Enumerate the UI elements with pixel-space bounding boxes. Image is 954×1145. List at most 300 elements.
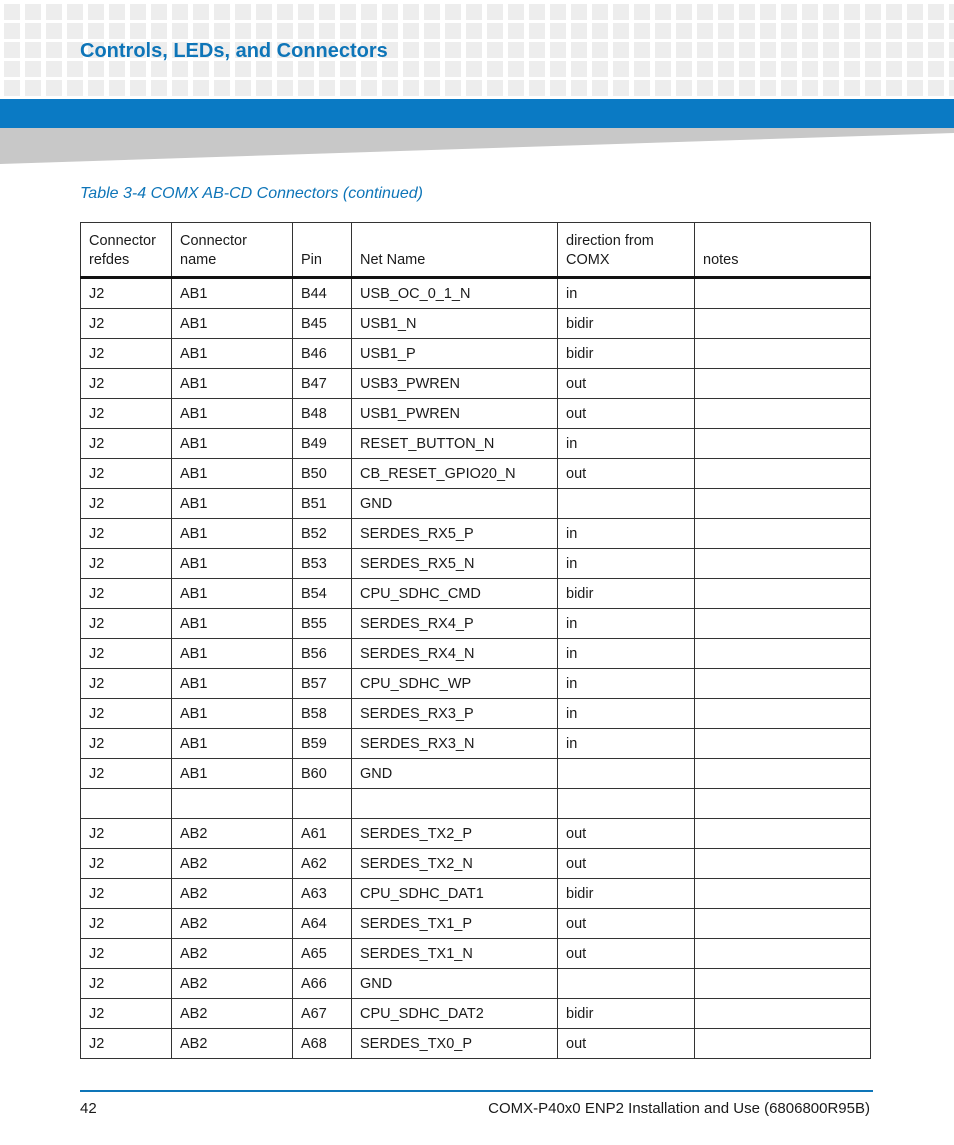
header-tile [739,4,755,20]
header-tile [25,23,41,39]
header-tile [25,61,41,77]
header-tile [634,23,650,39]
table-cell [695,579,871,609]
header-tile [697,42,713,58]
header-tile [151,61,167,77]
header-tile [718,42,734,58]
table-row [81,639,871,669]
header-tile [844,61,860,77]
table-cell: bidir [558,579,695,609]
table-cell: AB1 [172,729,293,759]
header-tile [361,80,377,96]
header-tile [403,80,419,96]
table-cell: RESET_BUTTON_N [352,429,558,459]
header-tile [571,42,587,58]
table-cell: AB1 [172,339,293,369]
table-cell: in [558,639,695,669]
table-cell: B49 [293,429,352,459]
header-tile [487,80,503,96]
table-cell [695,309,871,339]
table-cell: out [558,1029,695,1059]
table-cell: CPU_SDHC_WP [352,669,558,699]
table-row [81,399,871,429]
header-tile [130,4,146,20]
header-tile [466,42,482,58]
table-cell [695,489,871,519]
header-tile [550,61,566,77]
header-tile [865,42,881,58]
header-tile [634,61,650,77]
header-tile [760,23,776,39]
header-tile [172,4,188,20]
header-tile [697,4,713,20]
header-tile [886,80,902,96]
header-tile [886,42,902,58]
table-row [81,309,871,339]
header-tile [403,42,419,58]
table-cell: AB1 [172,609,293,639]
table-cell [695,909,871,939]
header-tile [802,61,818,77]
table-cell: B44 [293,278,352,309]
table-cell: AB2 [172,849,293,879]
table-cell: B46 [293,339,352,369]
table-cell: J2 [81,489,172,519]
table-row [81,759,871,789]
table-cell [695,339,871,369]
header-tile [592,80,608,96]
header-tile [424,80,440,96]
table-row [81,819,871,849]
header-tile [928,4,944,20]
table-cell: in [558,609,695,639]
header-tile [655,23,671,39]
header-tile [613,23,629,39]
header-tile [718,4,734,20]
table-cell: USB1_N [352,309,558,339]
table-cell: J2 [81,519,172,549]
header-tile [67,80,83,96]
table-cell: out [558,819,695,849]
header-tile [592,4,608,20]
table-row [81,339,871,369]
header-tile [298,4,314,20]
table-cell: out [558,909,695,939]
header-tile [4,80,20,96]
header-tile [886,4,902,20]
header-tile [4,61,20,77]
header-tile [256,4,272,20]
table-cell: J2 [81,579,172,609]
header-tile [256,80,272,96]
header-tile [697,61,713,77]
header-tile [907,61,923,77]
header-tile [718,61,734,77]
header-tile [928,61,944,77]
header-tile [4,4,20,20]
table-cell: bidir [558,309,695,339]
header-tile [781,23,797,39]
table-cell: out [558,939,695,969]
header-tile [781,61,797,77]
table-cell [558,969,695,999]
header-tile [340,80,356,96]
header-tile [634,4,650,20]
table-cell: B50 [293,459,352,489]
header-tile [928,23,944,39]
table-cell [172,789,293,819]
header-tile [298,23,314,39]
table-row [81,969,871,999]
table-cell: SERDES_RX5_P [352,519,558,549]
header-tile [277,61,293,77]
header-tile [865,61,881,77]
header-tile [235,23,251,39]
table-cell: J2 [81,1029,172,1059]
table-cell: A65 [293,939,352,969]
header-tile [949,42,954,58]
header-tile [25,80,41,96]
header-tile [67,23,83,39]
table-cell: J2 [81,669,172,699]
header-tile [844,23,860,39]
table-cell: AB2 [172,999,293,1029]
header-tile [781,42,797,58]
header-tile [193,61,209,77]
page-number: 42 [80,1100,97,1117]
table-cell: B51 [293,489,352,519]
table-cell: out [558,849,695,879]
header-tile [235,61,251,77]
header-tile [298,61,314,77]
table-cell: SERDES_RX5_N [352,549,558,579]
header-tile [109,80,125,96]
table-cell [695,759,871,789]
table-header-row [81,223,871,278]
table-cell [352,789,558,819]
header-tile [529,80,545,96]
table-cell: J2 [81,639,172,669]
table-cell: AB1 [172,309,293,339]
header-tile [109,23,125,39]
header-tile [319,23,335,39]
table-cell [695,459,871,489]
table-row [81,939,871,969]
header-tile [718,80,734,96]
table-cell: J2 [81,939,172,969]
header-tile [151,80,167,96]
header-tile [802,80,818,96]
table-cell: J2 [81,879,172,909]
table-cell: SERDES_TX0_P [352,1029,558,1059]
table-cell: AB1 [172,369,293,399]
table-cell: J2 [81,309,172,339]
header-tile [886,23,902,39]
table-cell: AB2 [172,939,293,969]
column-header: Connector refdes [81,223,172,278]
header-tile [508,23,524,39]
header-tile [277,4,293,20]
header-tile [844,80,860,96]
table-cell: J2 [81,459,172,489]
table-caption: Table 3-4 COMX AB-CD Connectors (continued) [80,185,423,202]
table-cell: J2 [81,759,172,789]
table-cell: GND [352,489,558,519]
table-row [81,519,871,549]
table-cell: B47 [293,369,352,399]
header-tile [655,42,671,58]
header-tile [634,42,650,58]
header-tile [25,42,41,58]
header-tile [214,61,230,77]
header-tile [613,42,629,58]
table-cell [695,278,871,309]
column-header: direction from COMX [558,223,695,278]
table-cell: out [558,369,695,399]
header-tile [508,61,524,77]
header-gray-wedge [0,128,954,164]
table-cell: SERDES_RX3_N [352,729,558,759]
column-header: notes [695,223,871,278]
header-tile [319,80,335,96]
table-cell [695,879,871,909]
table-cell [695,429,871,459]
header-tile [46,42,62,58]
header-tile [928,42,944,58]
header-tile [256,23,272,39]
header-tile [508,42,524,58]
table-cell [695,399,871,429]
table-cell: in [558,549,695,579]
table-cell [695,549,871,579]
table-cell: AB1 [172,429,293,459]
header-tile [319,4,335,20]
table-cell: AB1 [172,399,293,429]
table-cell: B55 [293,609,352,639]
header-tile [487,42,503,58]
table-cell: SERDES_TX1_P [352,909,558,939]
header-tile [403,61,419,77]
table-cell [695,519,871,549]
table-cell [695,609,871,639]
header-tile [928,80,944,96]
header-tile [571,61,587,77]
table-cell: out [558,399,695,429]
table-cell: AB1 [172,278,293,309]
table-row [81,669,871,699]
header-tile [676,61,692,77]
table-cell: AB1 [172,699,293,729]
table-cell [695,999,871,1029]
table-cell: CPU_SDHC_DAT2 [352,999,558,1029]
table-cell: B58 [293,699,352,729]
header-tile [487,23,503,39]
header-tile [214,23,230,39]
header-tile [739,23,755,39]
table-cell: A62 [293,849,352,879]
table-cell: USB1_PWREN [352,399,558,429]
table-cell: AB2 [172,969,293,999]
table-cell: in [558,278,695,309]
header-tile [193,23,209,39]
header-tile [907,4,923,20]
table-row [81,549,871,579]
table-row [81,459,871,489]
header-tile [550,80,566,96]
table-cell: AB2 [172,1029,293,1059]
header-tile [445,23,461,39]
header-tile [67,4,83,20]
header-tile [319,61,335,77]
table-cell: SERDES_TX2_P [352,819,558,849]
header-tile [802,4,818,20]
table-row [81,879,871,909]
header-tile [865,23,881,39]
table-row [81,999,871,1029]
header-tile [823,4,839,20]
header-tile [655,4,671,20]
table-cell: GND [352,759,558,789]
table-cell: bidir [558,879,695,909]
header-tile [256,61,272,77]
header-tile [550,4,566,20]
table-row [81,909,871,939]
table-cell: J2 [81,999,172,1029]
table-cell: in [558,519,695,549]
header-tile [424,4,440,20]
header-tile [445,42,461,58]
header-tile [151,4,167,20]
header-tile [739,42,755,58]
header-tile [781,80,797,96]
header-tile [67,61,83,77]
header-tile [445,80,461,96]
table-cell: J2 [81,699,172,729]
header-tile [46,61,62,77]
table-cell: AB1 [172,519,293,549]
header-tile [781,4,797,20]
header-tile [466,80,482,96]
header-tile [4,42,20,58]
table-cell: A61 [293,819,352,849]
header-tile [634,80,650,96]
table-cell [695,669,871,699]
header-tile [193,4,209,20]
table-cell: J2 [81,729,172,759]
header-tile [949,23,954,39]
table-cell: B57 [293,669,352,699]
header-tile [361,61,377,77]
header-tile [235,4,251,20]
header-tile [802,42,818,58]
table-cell: A64 [293,909,352,939]
table-cell: J2 [81,369,172,399]
table-row [81,729,871,759]
header-tile [130,80,146,96]
header-tile [655,80,671,96]
header-tile [907,23,923,39]
header-tile [655,61,671,77]
table-cell: in [558,699,695,729]
table-cell [695,639,871,669]
header-tile [760,80,776,96]
header-tile [949,61,954,77]
header-tile [907,42,923,58]
table-cell: AB1 [172,549,293,579]
table-cell [695,1029,871,1059]
header-tile [550,42,566,58]
table-cell: AB2 [172,909,293,939]
header-tile [277,80,293,96]
header-tile [529,42,545,58]
table-cell [695,969,871,999]
table-cell [695,369,871,399]
header-tile [529,23,545,39]
table-cell: SERDES_TX2_N [352,849,558,879]
header-tile [529,4,545,20]
header-tile [340,61,356,77]
table-cell: J2 [81,969,172,999]
table-cell: AB1 [172,459,293,489]
table-cell: AB1 [172,759,293,789]
table-cell: bidir [558,339,695,369]
header-tile [613,4,629,20]
header-tile [739,61,755,77]
header-tile [508,4,524,20]
table-cell: A63 [293,879,352,909]
footer-rule [80,1090,873,1092]
column-header: Pin [293,223,352,278]
header-tile [949,4,954,20]
header-tile [424,42,440,58]
table-cell: B52 [293,519,352,549]
table-cell: J2 [81,819,172,849]
header-tile [382,61,398,77]
header-tile [172,23,188,39]
header-tile [403,4,419,20]
document-title: COMX-P40x0 ENP2 Installation and Use (6806800R95B) [488,1100,870,1117]
table-cell: in [558,729,695,759]
column-header: Net Name [352,223,558,278]
header-tile [340,4,356,20]
header-tile [445,4,461,20]
header-tile [760,61,776,77]
table-cell: out [558,459,695,489]
header-tile [592,61,608,77]
table-cell [81,789,172,819]
header-tile [88,4,104,20]
header-tile [865,4,881,20]
table-cell: CPU_SDHC_CMD [352,579,558,609]
table-cell: in [558,429,695,459]
header-tile [550,23,566,39]
table-cell: J2 [81,339,172,369]
header-tile [277,23,293,39]
table-cell [293,789,352,819]
table-row [81,609,871,639]
header-tile [508,80,524,96]
header-tile [718,23,734,39]
table-cell [695,699,871,729]
header-tile [46,80,62,96]
header-tile [403,23,419,39]
table-cell: J2 [81,399,172,429]
header-tile [382,4,398,20]
table-cell: USB1_P [352,339,558,369]
table-cell: J2 [81,849,172,879]
header-tile [676,80,692,96]
header-tile [382,23,398,39]
